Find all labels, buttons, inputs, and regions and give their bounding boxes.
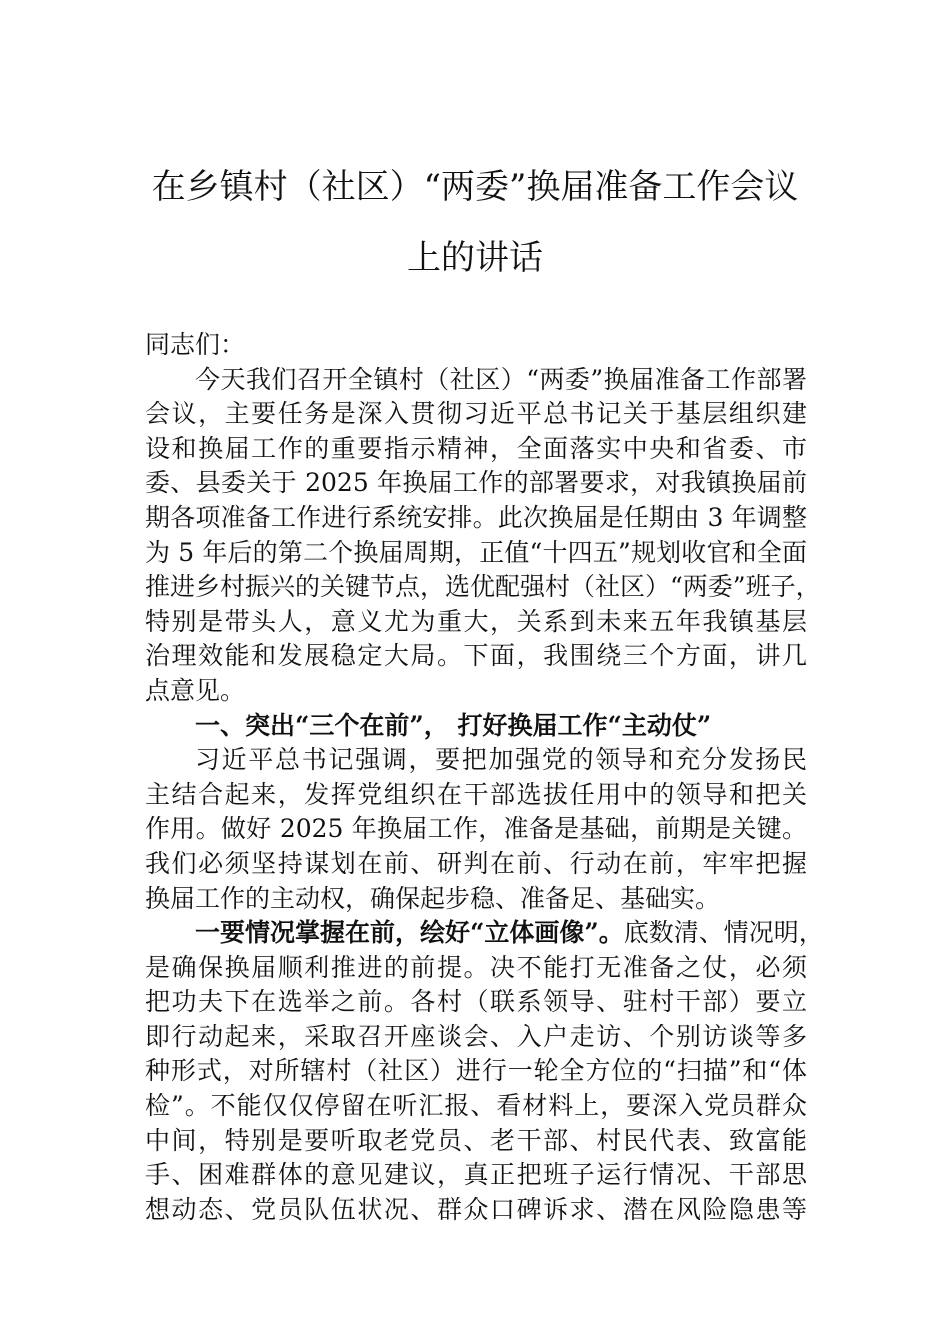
paragraph-line: 是确保换届顺利推进的前提。决不能打无准备之仗，必须 bbox=[145, 952, 807, 982]
paragraph-line: 想动态、党员队伍状况、群众口碑诉求、潜在风险隐患等 bbox=[145, 1194, 807, 1224]
section-heading: 一、突出“三个在前”， 打好换届工作“主动仗” bbox=[195, 710, 712, 740]
paragraph-line: 作用。做好 2025 年换届工作，准备是基础，前期是关键。 bbox=[145, 814, 807, 844]
paragraph-line: 会议，主要任务是深入贯彻习近平总书记关于基层组织建 bbox=[145, 399, 807, 429]
paragraph-text: 底数清、情况明， bbox=[623, 918, 824, 948]
paragraph-line: 特别是带头人，意义尤为重大，关系到未来五年我镇基层 bbox=[145, 606, 807, 636]
paragraph-line bbox=[145, 916, 824, 951]
paragraph-line: 我们必须坚持谋划在前、研判在前、行动在前，牢牢把握 bbox=[145, 848, 807, 878]
paragraph-line: 委、县委关于 2025 年换届工作的部署要求，对我镇换届前 bbox=[145, 468, 807, 498]
document-title-line-1: 在乡镇村（社区）“两委”换届准备工作会议 bbox=[151, 167, 799, 207]
paragraph-line: 种形式，对所辖村（社区）进行一轮全方位的“扫描”和“体 bbox=[145, 1056, 807, 1086]
bold-lead-sentence: 一要情况掌握在前，绘好“立体画像”。 bbox=[195, 918, 624, 948]
paragraph-line: 习近平总书记强调，要把加强党的领导和充分发扬民 bbox=[195, 745, 807, 775]
paragraph-line: 检”。不能仅仅停留在听汇报、看材料上，要深入党员群众 bbox=[145, 1091, 807, 1121]
paragraph-line: 为 5 年后的第二个换届周期，正值“十四五”规划收官和全面 bbox=[145, 537, 807, 567]
paragraph-line: 把功夫下在选举之前。各村（联系领导、驻村干部）要立 bbox=[145, 987, 807, 1017]
document-body bbox=[145, 328, 824, 1227]
document-title-line-2: 上的讲话 bbox=[407, 238, 543, 278]
paragraph-line: 换届工作的主动权，确保起步稳、准备足、基础实。 bbox=[145, 883, 721, 913]
paragraph-line: 设和换届工作的重要指示精神，全面落实中央和省委、市 bbox=[145, 433, 807, 463]
salutation: 同志们： bbox=[145, 330, 246, 359]
paragraph-line: 治理效能和发展稳定大局。下面，我围绕三个方面，讲几 bbox=[145, 641, 807, 671]
paragraph-line: 即行动起来，采取召开座谈会、入户走访、个别访谈等多 bbox=[145, 1021, 807, 1051]
paragraph-line: 点意见。 bbox=[145, 675, 246, 705]
paragraph-line: 手、困难群体的意见建议，真正把班子运行情况、干部思 bbox=[145, 1160, 807, 1190]
paragraph-line: 主结合起来，发挥党组织在干部选拔任用中的领导和把关 bbox=[145, 779, 807, 809]
paragraph-line: 中间，特别是要听取老党员、老干部、村民代表、致富能 bbox=[145, 1125, 807, 1155]
paragraph-line: 推进乡村振兴的关键节点，选优配强村（社区）“两委”班子， bbox=[145, 572, 821, 602]
paragraph-line: 今天我们召开全镇村（社区）“两委”换届准备工作部署 bbox=[195, 364, 807, 394]
paragraph-line: 期各项准备工作进行系统安排。此次换届是任期由 3 年调整 bbox=[145, 502, 807, 532]
